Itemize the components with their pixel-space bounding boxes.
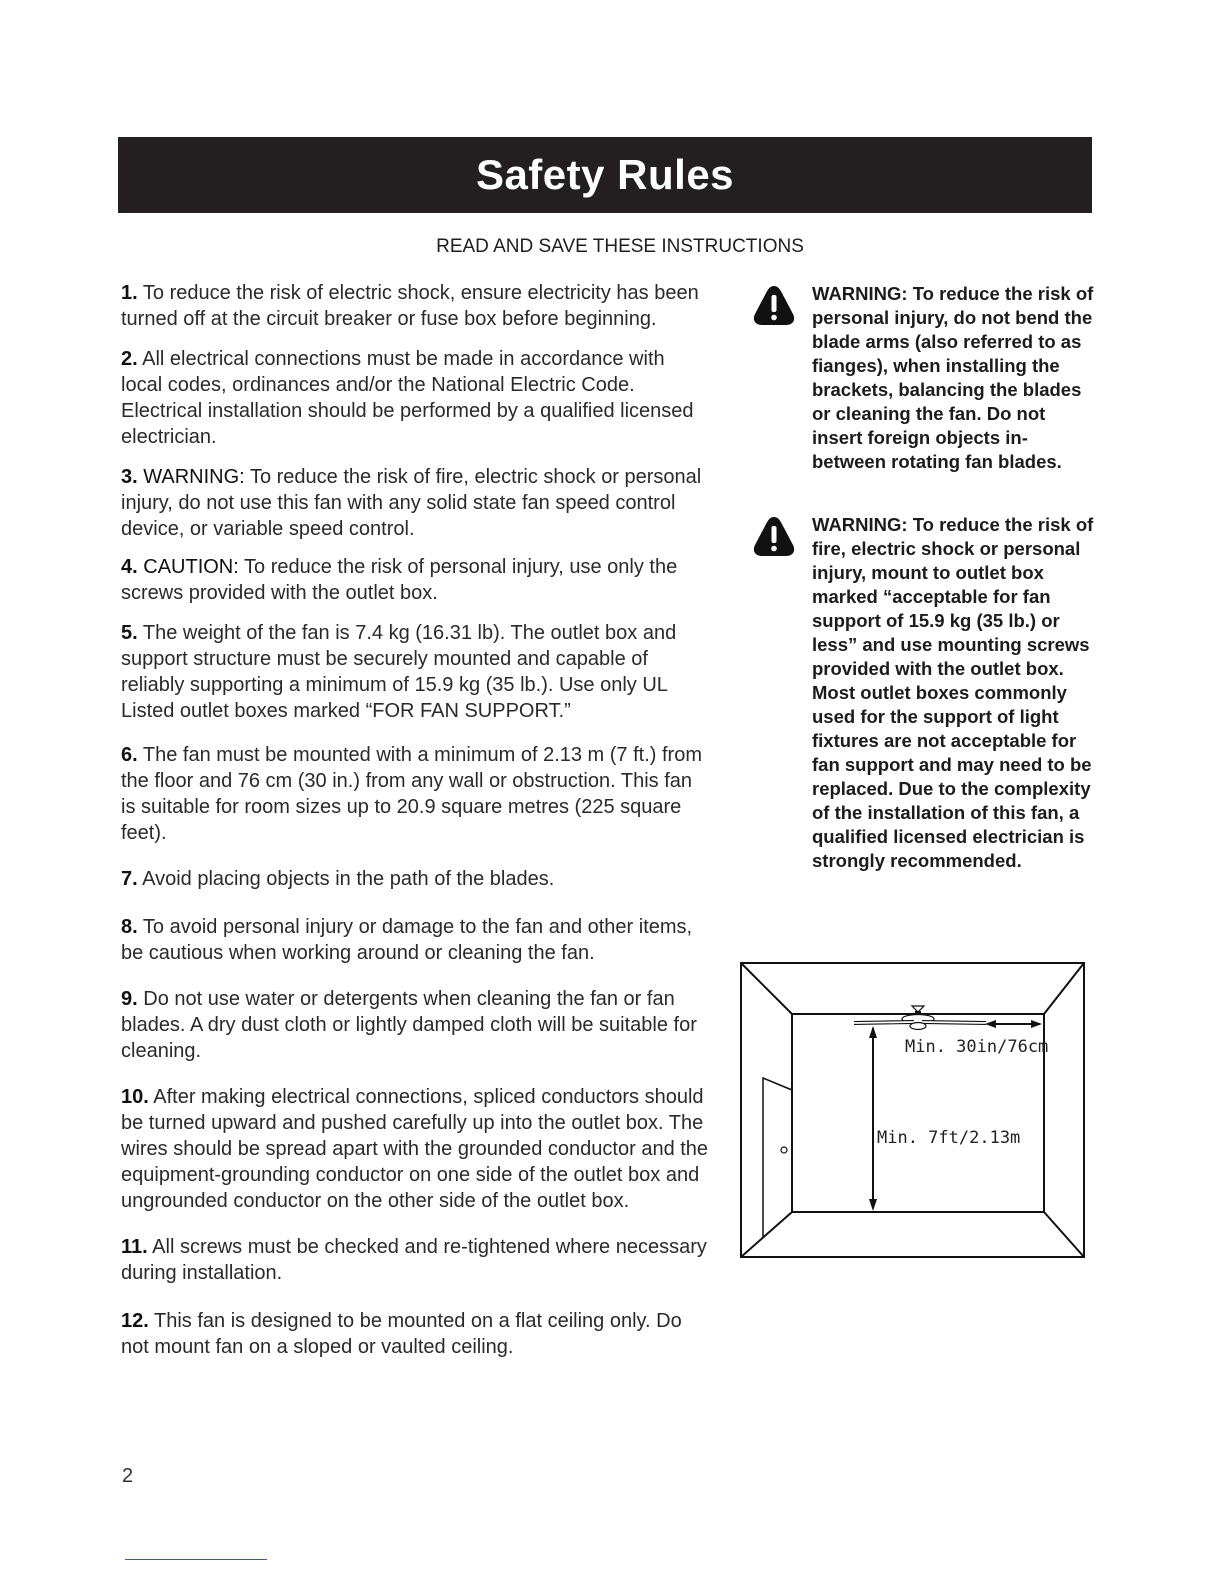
page-number: 2 bbox=[122, 1465, 134, 1487]
rule-9: 9. Do not use water or detergents when cleaning the fan or fan blades. A dry dust cloth or lightly damped cloth will be suitable for cleaning. bbox=[121, 988, 697, 1062]
rule-11: 11. All screws must be checked and re-tightened where necessary during installation. bbox=[121, 1236, 707, 1284]
page-title: Safety Rules bbox=[475, 151, 735, 198]
wall-clearance-label: Min. 30in/76cm bbox=[905, 1037, 1049, 1057]
floor-clearance-label: Min. 7ft/2.13m bbox=[877, 1128, 1021, 1148]
rule-10: 10. After making electrical connections, spliced conductors should be turned upward and pushed carefully up into the outlet box. The wires should be spread apart with the grounded conductor and the equipment-grounding conductor on one side of the outlet box and ungrounded conductor on the other side of the outlet box. bbox=[121, 1086, 709, 1212]
rule-4: 4. CAUTION: To reduce the risk of personal injury, use only the screws provided with the outlet box. bbox=[121, 556, 678, 604]
rule-1: 1. To reduce the risk of electric shock, ensure electricity has been turned off at the circuit breaker or fuse box before beginning. bbox=[121, 282, 699, 330]
warning-box-outlet-box bbox=[752, 513, 1097, 873]
rule-2: 2. All electrical connections must be made in accordance with local codes, ordinances and/or the National Electric Code. Electrical installation should be performed by a qualified licensed electrician. bbox=[121, 348, 694, 448]
warning-exclamation-icon bbox=[752, 282, 798, 474]
rules-list bbox=[121, 280, 711, 1360]
warning-text: WARNING: To reduce the risk of fire, electric shock or personal injury, mount to outlet box marked “acceptable for fan support of 15.9 kg (35 lb.) or less” and use mounting screws provided with the outlet box. Most outlet boxes commonly used for the support of light fixtures are not acceptable for fan support and may need to be replaced. Due to the complexity of the installation of this fan, a qualified licensed electrician is strongly recommended. bbox=[812, 514, 1094, 871]
warning-text: WARNING: To reduce the risk of personal injury, do not bend the blade arms (also referred to as fianges), when installing the brackets, balancing the blades or cleaning the fan. Do not insert foreign objects in-between rotating fan blades. bbox=[812, 283, 1094, 472]
rule-8: 8. To avoid personal injury or damage to the fan and other items, be cautious when working around or cleaning the fan. bbox=[121, 916, 693, 964]
title-banner bbox=[118, 137, 1092, 213]
rule-5: 5. The weight of the fan is 7.4 kg (16.31 lb). The outlet box and support structure must be securely mounted and capable of reliably supporting a minimum of 15.9 kg (35 lb.). Use only UL Listed outlet boxes marked “FOR FAN SUPPORT.” bbox=[121, 622, 677, 722]
rule-12: 12. This fan is designed to be mounted on a flat ceiling only. Do not mount fan on a sloped or vaulted ceiling. bbox=[121, 1310, 682, 1358]
subtitle: READ AND SAVE THESE INSTRUCTIONS bbox=[436, 236, 804, 257]
footer-divider bbox=[125, 1559, 267, 1560]
warning-exclamation-icon bbox=[752, 513, 798, 873]
rule-7: 7. Avoid placing objects in the path of the blades. bbox=[121, 868, 555, 890]
warning-box-blade-arms bbox=[752, 282, 1097, 474]
rule-6: 6. The fan must be mounted with a minimum of 2.13 m (7 ft.) from the floor and 76 cm (30 in.) from any wall or obstruction. This fan is suitable for room sizes up to 20.9 square metres (225 square feet). bbox=[121, 744, 702, 844]
rule-3: 3. WARNING: To reduce the risk of fire, electric shock or personal injury, do not use this fan with any solid state fan speed control device, or variable speed control. bbox=[121, 466, 702, 540]
clearance-diagram bbox=[740, 962, 1085, 1258]
room-illustration bbox=[740, 962, 1085, 1258]
